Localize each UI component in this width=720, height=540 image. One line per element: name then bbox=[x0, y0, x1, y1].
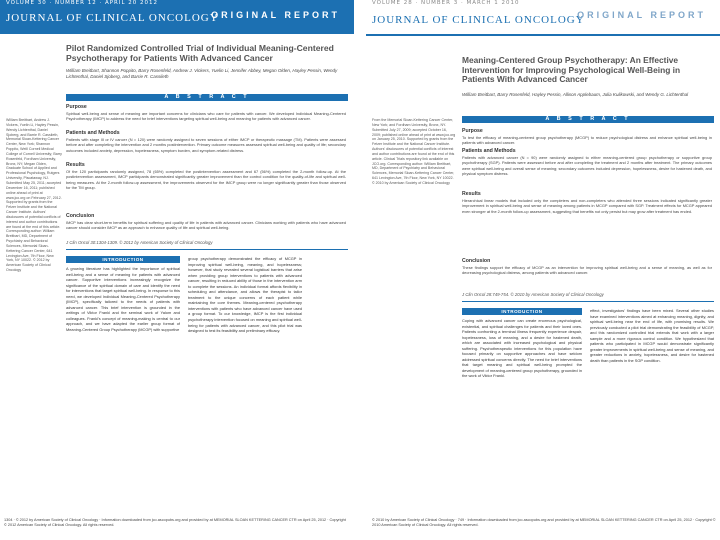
article-authors: William Breitbart, Shannon Poppito, Barry Rosenfeld, Andrew J. Vickers, Yuelin Li, Jennifer Abbey, Megan Olden, Hayley Pessin, Wendy Lichtenthal, Daniel Sjoberg, and Barrie R. Cassileth bbox=[66, 68, 338, 79]
journal-name: JOURNAL OF CLINICAL ONCOLOGY bbox=[6, 12, 219, 24]
purpose-heading: Purpose bbox=[462, 128, 483, 134]
issue-meta: VOLUME 30 · NUMBER 12 · APRIL 20 2012 bbox=[6, 0, 159, 6]
introduction-header: INTRODUCTION bbox=[66, 256, 180, 263]
page-footer: 1304 · © 2012 by American Society of Clinical Oncology · Information downloaded from jco.ascopubs.org and provided by at MEMORIAL SLOAN KETTERING CANCER CTR on April 25, 2012 · Copyright © 2012 American Society of Clinical Oncology. All rights reserved. bbox=[4, 518, 346, 528]
introduction-header: INTRODUCTION bbox=[462, 308, 582, 315]
purpose-heading: Purpose bbox=[66, 104, 87, 110]
report-type: ORIGINAL REPORT bbox=[577, 10, 706, 20]
journal-header bbox=[0, 0, 354, 34]
page-footer: © 2010 by American Society of Clinical Oncology · 749 · Information downloaded from jco.ascopubs.org and provided by at MEMORIAL SLOAN KETTERING CANCER CTR on April 25, 2012 · Copyright © 2010 American Society of Clinical Oncology. All rights reserved. bbox=[372, 518, 716, 528]
left-article-page bbox=[0, 0, 354, 540]
body-column-2: effect, investigators' findings have been mixed. Several other studies have examined interventions aimed at enhancing meaning, dignity, and spiritual well-being near the end of life, with promising results. We previously conducted a pilot trial demonstrating the feasibility of MCGP, and this randomized controlled trial extends that work with a larger sample and a more rigorous control condition. We hypothesized that patients who participated in MCGP would demonstrate significantly greater improvements in spiritual well-being and sense of meaning, and greater reductions in anxiety, hopelessness, and desire for hastened death than patients in the SGP condition. bbox=[590, 308, 714, 363]
results-heading: Results bbox=[462, 191, 481, 197]
methods-text: Patients with advanced cancer (N = 90) were randomly assigned to either meaning-centered group psychotherapy or supportive group psychotherapy (SGP). Patients were assessed before and after completing the treatment and 2 months after treatment. The primary outcomes were spiritual well-being and overall sense of meaning; secondary outcomes included depression, hopelessness, desire for hastened death, and physical symptom distress. bbox=[462, 155, 712, 177]
article-title: Pilot Randomized Controlled Trial of Individual Meaning-Centered Psychotherapy for Patients With Advanced Cancer bbox=[66, 43, 334, 63]
issue-meta: VOLUME 28 · NUMBER 3 · MARCH 1 2010 bbox=[372, 0, 520, 6]
report-type: ORIGINAL REPORT bbox=[211, 10, 340, 20]
article-authors: William Breitbart, Barry Rosenfeld, Hayley Pessin, Allison Applebaum, Julia Kulikowski, and Wendy G. Lichtenthal bbox=[462, 92, 689, 97]
affiliations-sidebar: William Breitbart, Andrew J. Vickers, Yuelin Li, Hayley Pessin, Wendy Lichtenthal, Daniel Sjoberg, and Barrie R. Cassileth, Memorial Sloan-Kettering Cancer Center, New York; Shannon Poppito, Weill Cornell Medical College of Cornell University; Barry Rosenfeld, Fordham University, Bronx, NY; Megan Olden, Graduate School of Applied and Professional Psychology, Rutgers University, Piscataway, NJ. Submitted May 25, 2011; accepted December 16, 2011; published online ahead of print at www.jco.org on February 27, 2012. Supported by grants from the Fetzer Institute and the National Cancer Institute. Authors' disclosures of potential conflicts of interest and author contributions are found at the end of this article. Corresponding author: William Breitbart, MD, Department of Psychiatry and Behavioral Sciences, Memorial Sloan-Kettering Cancer Center, 641 Lexington Ave, 7th Floor, New York, NY 10022. © 2012 by American Society of Clinical Oncology bbox=[6, 118, 62, 273]
affiliations-sidebar: From the Memorial Sloan-Kettering Cancer Center, New York; and Fordham University, Bronx, NY. Submitted July 27, 2009; accepted October 16, 2009; published online ahead of print at www.jco.org on January 25, 2010. Supported by grants from the Fetzer Institute and the National Cancer Institute. Authors' disclosures of potential conflicts of interest and author contributions are found at the end of this article. Clinical Trials repository link available on JCO.org. Corresponding author: William Breitbart, MD, Department of Psychiatry and Behavioral Sciences, Memorial Sloan-Kettering Cancer Center, 641 Lexington Ave, 7th Floor, New York, NY 10022. © 2010 by American Society of Clinical Oncology bbox=[372, 118, 456, 185]
abstract-header: A B S T R A C T bbox=[462, 116, 714, 123]
methods-text: Patients with stage III or IV cancer (N = 120) were randomly assigned to seven sessions of either IMCP or therapeutic massage (TM). Patients were assessed before and after completing the intervention and 2 months postintervention. Primary outcome measures assessed spiritual well-being and quality of life; secondary outcomes included anxiety, depression, hopelessness, symptom burden, and symptom-related distress. bbox=[66, 137, 346, 153]
results-text: Hierarchical linear models that included only the completers and non-completers who attended three sessions indicated significantly greater improvement in spiritual well-being and sense of meaning among patients in MCGP compared with SGP. Treatment effects for MCGP appeared even stronger at the 2-month follow-up assessment, suggesting that benefits not only persist but may grow after treatment has ended. bbox=[462, 198, 712, 214]
conclusion-text: IMCP has clear short-term benefits for spiritual suffering and quality of life in patients with advanced cancer. Clinicians working with patients who have advanced cancer should consider IMCP as an approach to enhance quality of life and spiritual well-being. bbox=[66, 220, 346, 231]
citation-line: J Clin Oncol 30:1304-1309. © 2012 by American Society of Clinical Oncology bbox=[66, 240, 213, 245]
journal-header bbox=[366, 0, 720, 36]
methods-heading: Patients and Methods bbox=[462, 148, 516, 154]
journal-name: JOURNAL OF CLINICAL ONCOLOGY bbox=[372, 14, 585, 26]
abstract-rule bbox=[462, 301, 714, 302]
conclusion-heading: Conclusion bbox=[66, 213, 95, 219]
results-heading: Results bbox=[66, 162, 85, 168]
results-text: Of the 120 participants randomly assigned, 78 (65%) completed the postintervention assessment and 67 (56%) completed the 2-month follow-up. At the postintervention assessment, IMCP participants demonstrated significantly greater improvement than the control condition for the quality-of-life and spiritual well-being measures. At the 2-month follow-up assessment, the improvements observed for the IMCP group were no longer significantly greater than those observed for the TM group. bbox=[66, 169, 346, 191]
article-title: Meaning-Centered Group Psychotherapy: An Effective Intervention for Improving Psychological Well-Being in Patients With Advanced Cancer bbox=[462, 55, 681, 85]
methods-heading: Patients and Methods bbox=[66, 130, 120, 136]
body-column-1: A growing literature has highlighted the importance of spiritual well-being and a sense of meaning for patients with advanced cancer. Supportive interventions increasingly recognize the significance of the spiritual domain of care and identify the need for interventions that target spiritual well-being. In response to this need, we developed Individual Meaning-Centered Psychotherapy (IMCP), specifically tailored to the needs of patients with advanced cancer. This brief intervention is grounded in the writings of Viktor Frankl and the seminal work of Yalom and colleagues. Frankl's concept of meaning-making is central to our approach, and we have adapted the earlier group format of Meaning-Centered Group Psychotherapy (MCGP) with supportive bbox=[66, 266, 180, 333]
conclusion-text: These findings support the efficacy of MCGP as an intervention for improving spiritual well-being and a sense of meaning, as well as for decreasing psychological distress, among patients with advanced cancer. bbox=[462, 265, 712, 276]
purpose-text: To test the efficacy of meaning-centered group psychotherapy (MCGP) to reduce psychological distress and enhance spiritual well-being in patients with advanced cancer. bbox=[462, 135, 712, 146]
body-column-1: Coping with advanced cancer can create enormous psychological, existential, and spiritual challenges for patients and their loved ones. Patients confronting a terminal illness frequently experience despair, hopelessness, loss of meaning, and a desire for hastened death, which are associated with increased psychological and physical suffering. Psychotherapeutic interventions for this population have focused primarily on supportive approaches and have seldom addressed spiritual concerns directly. The need for brief interventions that target meaning and spiritual well-being prompted the development of meaning-centered group psychotherapy, grounded in the work of Viktor Frankl. bbox=[462, 318, 582, 379]
right-article-page bbox=[366, 0, 720, 540]
body-column-2: group psychotherapy demonstrated the efficacy of MCGP in improving spiritual well-being, meaning, and hopelessness; however, that study revealed several logistical barriers that arise when providing group interventions to patients with advanced cancer, resulting in reduced ability of those in the intervention arm to complete the sessions. An individual format affords flexibility in scheduling and attendance, and allows the therapist to tailor treatment to the unique concerns of each patient while maintaining the core themes. Meaning-centered psychotherapy interventions with patients who have advanced cancer have used a group format. To our knowledge, IMCP is the first individual psychotherapy intervention focused on meaning and spiritual well-being for patients with advanced cancer, and this pilot trial was designed to test its feasibility and preliminary efficacy. bbox=[188, 256, 302, 334]
abstract-header: A B S T R A C T bbox=[66, 94, 348, 101]
abstract-rule bbox=[66, 249, 348, 250]
purpose-text: Spiritual well-being and sense of meaning are important concerns for clinicians who care for patients with cancer. We developed Individual Meaning-Centered Psychotherapy (IMCP) to address the need for brief interventions targeting spiritual well-being and meaning for patients with advanced cancer. bbox=[66, 111, 346, 122]
citation-line: J Clin Oncol 28:749-754. © 2010 by American Society of Clinical Oncology bbox=[462, 292, 604, 297]
conclusion-heading: Conclusion bbox=[462, 258, 491, 264]
